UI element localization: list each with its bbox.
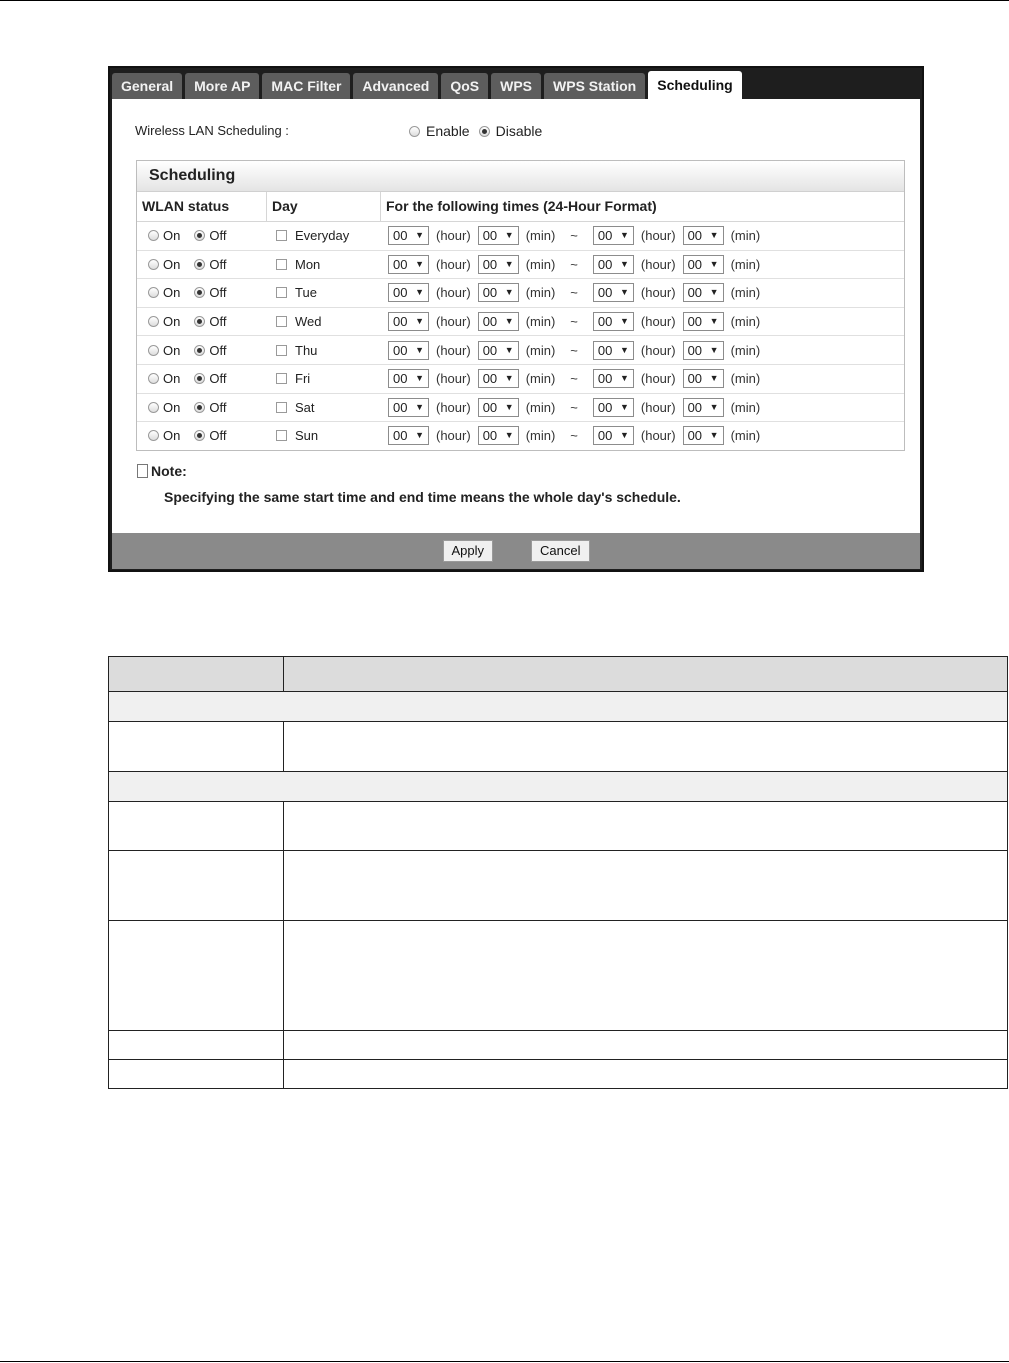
end-min-select[interactable]: 00 ▼ (683, 398, 724, 417)
min-unit: (min) (525, 342, 556, 358)
day-label: Thu (295, 342, 318, 358)
hour-unit: (hour) (640, 285, 676, 301)
day-checkbox[interactable] (276, 430, 287, 441)
tab-bar (112, 70, 742, 100)
day-checkbox[interactable] (276, 230, 287, 241)
table-cell (109, 1060, 284, 1089)
header-wlan-status: WLAN status (137, 192, 267, 221)
off-label: Off (209, 228, 227, 244)
end-min-select[interactable]: 00 ▼ (683, 341, 724, 360)
on-radio[interactable] (148, 430, 159, 441)
table-header-cell (109, 657, 284, 692)
start-hour-select[interactable]: 00 ▼ (388, 341, 429, 360)
table-cell (284, 921, 1008, 1031)
note-text: Specifying the same start time and end time means the whole day's schedule. (164, 489, 681, 505)
table-cell (109, 772, 1008, 802)
day-checkbox[interactable] (276, 287, 287, 298)
day-checkbox[interactable] (276, 259, 287, 270)
off-radio[interactable] (194, 430, 205, 441)
on-label: On (163, 428, 181, 444)
tab-scheduling[interactable]: Scheduling (648, 71, 741, 100)
times-cell (381, 369, 904, 388)
min-unit: (min) (525, 399, 556, 415)
min-unit: (min) (525, 285, 556, 301)
tilde-separator: ~ (570, 342, 578, 358)
on-label: On (163, 228, 181, 244)
end-min-select[interactable]: 00 ▼ (683, 283, 724, 302)
min-unit: (min) (525, 428, 556, 444)
tilde-separator: ~ (570, 428, 578, 444)
day-label: Everyday (295, 228, 350, 244)
wlan-scheduling-label: Wireless LAN Scheduling : (135, 123, 289, 138)
header-times: For the following times (24-Hour Format) (386, 198, 657, 214)
scheduling-header-row (137, 192, 904, 222)
schedule-row (137, 394, 904, 423)
wlan-scheduling-options (409, 123, 542, 139)
day-label: Fri (295, 371, 311, 387)
day-label: Sun (295, 428, 319, 444)
apply-button[interactable]: Apply (443, 540, 494, 562)
hour-unit: (hour) (640, 342, 676, 358)
off-label: Off (209, 342, 227, 358)
hour-unit: (hour) (640, 314, 676, 330)
hour-unit: (hour) (436, 342, 471, 358)
start-hour-select[interactable]: 00 ▼ (388, 369, 429, 388)
off-radio[interactable] (194, 259, 205, 270)
note-title: Note: (151, 463, 187, 479)
table-cell (109, 1031, 284, 1060)
start-min-select[interactable]: 00 ▼ (478, 341, 519, 360)
day-label: Mon (295, 256, 321, 272)
start-min-select[interactable]: 00 ▼ (478, 312, 519, 331)
off-label: Off (209, 285, 227, 301)
day-cell (267, 257, 381, 272)
disable-label: Disable (495, 123, 543, 139)
table-row (109, 722, 1008, 772)
table-row (109, 921, 1008, 1031)
start-min-select[interactable]: 00 ▼ (478, 283, 519, 302)
schedule-row (137, 336, 904, 365)
note-icon (137, 464, 148, 478)
times-cell (381, 426, 904, 445)
off-label: Off (209, 428, 227, 444)
off-radio[interactable] (194, 345, 205, 356)
end-hour-select[interactable]: 00 ▼ (593, 341, 634, 360)
min-unit: (min) (525, 371, 556, 387)
wlan-status-cell (137, 428, 267, 443)
table-row (109, 1060, 1008, 1089)
tilde-separator: ~ (570, 228, 578, 244)
table-cell (109, 851, 284, 921)
hour-unit: (hour) (436, 285, 471, 301)
end-hour-select[interactable]: 00 ▼ (593, 398, 634, 417)
table-section-row (109, 772, 1008, 802)
times-cell (381, 341, 904, 360)
end-hour-select[interactable]: 00 ▼ (593, 283, 634, 302)
header-day: Day (267, 192, 381, 221)
tab-general[interactable]: General (112, 73, 182, 99)
end-min-select[interactable]: 00 ▼ (683, 312, 724, 331)
description-table (108, 656, 1008, 1089)
table-cell (109, 692, 1008, 722)
day-checkbox[interactable] (276, 316, 287, 327)
hour-unit: (hour) (640, 371, 676, 387)
min-unit: (min) (730, 342, 761, 358)
off-radio[interactable] (194, 402, 205, 413)
scheduling-table (136, 160, 905, 451)
on-label: On (163, 342, 181, 358)
table-cell (109, 802, 284, 851)
scheduling-screenshot (108, 66, 924, 572)
hour-unit: (hour) (640, 428, 676, 444)
tilde-separator: ~ (570, 371, 578, 387)
end-hour-select[interactable]: 00 ▼ (593, 369, 634, 388)
times-cell (381, 255, 904, 274)
wlan-status-cell (137, 285, 267, 300)
day-cell (267, 228, 381, 243)
day-checkbox[interactable] (276, 373, 287, 384)
hour-unit: (hour) (640, 256, 676, 272)
day-checkbox[interactable] (276, 402, 287, 413)
on-radio[interactable] (148, 259, 159, 270)
schedule-row (137, 308, 904, 337)
start-min-select[interactable]: 00 ▼ (478, 369, 519, 388)
day-cell (267, 371, 381, 386)
day-cell (267, 314, 381, 329)
off-label: Off (209, 256, 227, 272)
day-cell (267, 285, 381, 300)
schedule-row (137, 422, 904, 450)
day-label: Sat (295, 399, 315, 415)
hour-unit: (hour) (640, 228, 676, 244)
day-cell (267, 343, 381, 358)
hour-unit: (hour) (436, 228, 471, 244)
end-min-select[interactable]: 00 ▼ (683, 226, 724, 245)
start-min-select[interactable]: 00 ▼ (478, 255, 519, 274)
wlan-status-cell (137, 371, 267, 386)
off-label: Off (209, 371, 227, 387)
scheduling-panel (112, 99, 920, 533)
wlan-status-cell (137, 257, 267, 272)
page-top-rule (0, 0, 1009, 1)
day-checkbox[interactable] (276, 345, 287, 356)
table-cell (284, 802, 1008, 851)
tab-mac-filter[interactable]: MAC Filter (262, 73, 350, 99)
hour-unit: (hour) (436, 314, 471, 330)
on-radio[interactable] (148, 402, 159, 413)
day-cell (267, 400, 381, 415)
on-radio[interactable] (148, 316, 159, 327)
table-header-row (109, 657, 1008, 692)
tab-advanced[interactable]: Advanced (353, 73, 438, 99)
start-hour-select[interactable]: 00 ▼ (388, 283, 429, 302)
off-radio[interactable] (194, 287, 205, 298)
start-hour-select[interactable]: 00 ▼ (388, 398, 429, 417)
hour-unit: (hour) (436, 371, 471, 387)
on-radio[interactable] (148, 230, 159, 241)
start-min-select[interactable]: 00 ▼ (478, 398, 519, 417)
table-cell (284, 1031, 1008, 1060)
note-heading (137, 463, 187, 479)
table-cell (109, 921, 284, 1031)
tab-more-ap[interactable]: More AP (185, 73, 259, 99)
min-unit: (min) (730, 256, 761, 272)
cancel-button[interactable]: Cancel (531, 540, 589, 562)
scheduling-title: Scheduling (137, 161, 904, 192)
end-min-select[interactable]: 00 ▼ (683, 369, 724, 388)
tab-wps[interactable]: WPS (491, 73, 541, 99)
button-bar (112, 533, 920, 569)
table-cell (284, 1060, 1008, 1089)
min-unit: (min) (525, 256, 556, 272)
table-header-cell (284, 657, 1008, 692)
on-label: On (163, 314, 181, 330)
min-unit: (min) (730, 314, 761, 330)
on-radio[interactable] (148, 287, 159, 298)
start-hour-select[interactable]: 00 ▼ (388, 312, 429, 331)
start-min-select[interactable]: 00 ▼ (478, 426, 519, 445)
min-unit: (min) (730, 371, 761, 387)
hour-unit: (hour) (436, 399, 471, 415)
on-label: On (163, 399, 181, 415)
schedule-row (137, 279, 904, 308)
wlan-status-cell (137, 314, 267, 329)
day-cell (267, 428, 381, 443)
hour-unit: (hour) (436, 256, 471, 272)
table-row (109, 802, 1008, 851)
tilde-separator: ~ (570, 285, 578, 301)
end-hour-select[interactable]: 00 ▼ (593, 226, 634, 245)
table-row (109, 851, 1008, 921)
off-radio[interactable] (194, 230, 205, 241)
schedule-row (137, 251, 904, 280)
schedule-row (137, 222, 904, 251)
off-label: Off (209, 314, 227, 330)
hour-unit: (hour) (640, 399, 676, 415)
table-row (109, 1031, 1008, 1060)
min-unit: (min) (730, 399, 761, 415)
enable-radio[interactable] (409, 126, 420, 137)
table-cell (284, 722, 1008, 772)
start-hour-select[interactable]: 00 ▼ (388, 255, 429, 274)
wlan-status-cell (137, 400, 267, 415)
min-unit: (min) (730, 428, 761, 444)
table-cell (284, 851, 1008, 921)
tab-wps-station[interactable]: WPS Station (544, 73, 645, 99)
schedule-row (137, 365, 904, 394)
disable-radio[interactable] (479, 126, 490, 137)
min-unit: (min) (525, 314, 556, 330)
off-label: Off (209, 399, 227, 415)
tilde-separator: ~ (570, 314, 578, 330)
tab-qos[interactable]: QoS (441, 73, 488, 99)
times-cell (381, 283, 904, 302)
enable-label: Enable (426, 123, 470, 139)
times-cell (381, 226, 904, 245)
tilde-separator: ~ (570, 256, 578, 272)
table-section-row (109, 692, 1008, 722)
on-label: On (163, 371, 181, 387)
off-radio[interactable] (194, 316, 205, 327)
table-cell (109, 722, 284, 772)
end-min-select[interactable]: 00 ▼ (683, 255, 724, 274)
day-label: Wed (295, 314, 322, 330)
on-label: On (163, 285, 181, 301)
on-radio[interactable] (148, 373, 159, 384)
on-label: On (163, 256, 181, 272)
hour-unit: (hour) (436, 428, 471, 444)
min-unit: (min) (525, 228, 556, 244)
wlan-status-cell (137, 228, 267, 243)
times-cell (381, 312, 904, 331)
day-label: Tue (295, 285, 317, 301)
times-cell (381, 398, 904, 417)
end-hour-select[interactable]: 00 ▼ (593, 312, 634, 331)
on-radio[interactable] (148, 345, 159, 356)
min-unit: (min) (730, 285, 761, 301)
min-unit: (min) (730, 228, 761, 244)
end-hour-select[interactable]: 00 ▼ (593, 426, 634, 445)
end-min-select[interactable]: 00 ▼ (683, 426, 724, 445)
start-hour-select[interactable]: 00 ▼ (388, 226, 429, 245)
page-bottom-rule (0, 1361, 1009, 1362)
off-radio[interactable] (194, 373, 205, 384)
scheduling-rows (137, 222, 904, 450)
end-hour-select[interactable]: 00 ▼ (593, 255, 634, 274)
tilde-separator: ~ (570, 399, 578, 415)
wlan-status-cell (137, 343, 267, 358)
start-hour-select[interactable]: 00 ▼ (388, 426, 429, 445)
start-min-select[interactable]: 00 ▼ (478, 226, 519, 245)
